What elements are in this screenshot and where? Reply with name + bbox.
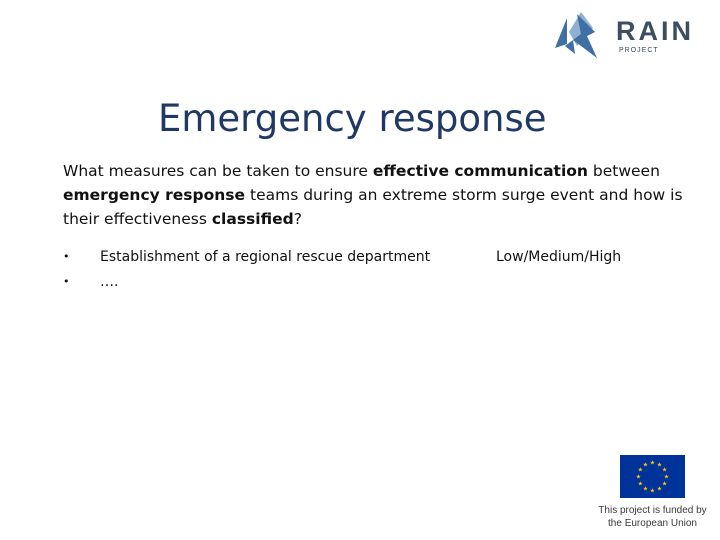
eu-flag-star: ★ [649, 487, 656, 495]
eu-flag-star: ★ [661, 466, 668, 474]
bullet-item [63, 272, 693, 297]
logo-subtitle: PROJECT [619, 47, 659, 54]
eu-flag-star: ★ [637, 480, 644, 488]
rain-logo-mark-icon [553, 10, 613, 62]
eu-flag-star: ★ [661, 480, 668, 488]
slide-title: Emergency response [158, 96, 547, 140]
eu-funding-line-2: the European Union [608, 518, 697, 529]
eu-flag-star: ★ [656, 485, 663, 493]
bullet-rating: Low/Medium/High [496, 249, 622, 265]
eu-flag-icon [620, 455, 685, 498]
bullet-list [63, 247, 693, 297]
logo-left-facet [555, 18, 567, 48]
bullet-marker: • [63, 275, 70, 288]
question-fragment: teams during an extreme storm surge event and how is their effectiveness [63, 185, 683, 228]
eu-flag-star: ★ [642, 485, 649, 493]
rain-project-logo [553, 10, 715, 62]
eu-flag-star: ★ [656, 461, 663, 469]
bullet-item [63, 247, 693, 272]
eu-funding-badge [590, 455, 715, 535]
eu-flag-star: ★ [637, 466, 644, 474]
question-fragment: ? [293, 209, 302, 228]
question-fragment: What measures can be taken to ensure [63, 161, 373, 180]
question-fragment: between [587, 161, 660, 180]
eu-funding-line-1: This project is funded by [598, 505, 707, 516]
eu-flag-star: ★ [663, 473, 670, 481]
question-emphasis: emergency response [63, 185, 246, 204]
question-emphasis: classified [211, 209, 294, 228]
eu-flag-star: ★ [635, 473, 642, 481]
eu-funding-text [590, 504, 715, 530]
bullet-marker: • [63, 250, 70, 263]
logo-wordmark: RAIN [616, 16, 694, 46]
bullet-text: Establishment of a regional rescue department [100, 249, 431, 265]
bullet-text: …. [100, 274, 119, 290]
eu-flag-star: ★ [649, 459, 656, 467]
question-emphasis: effective communication [372, 161, 588, 180]
eu-flag-star: ★ [642, 461, 649, 469]
question-text [63, 159, 703, 231]
